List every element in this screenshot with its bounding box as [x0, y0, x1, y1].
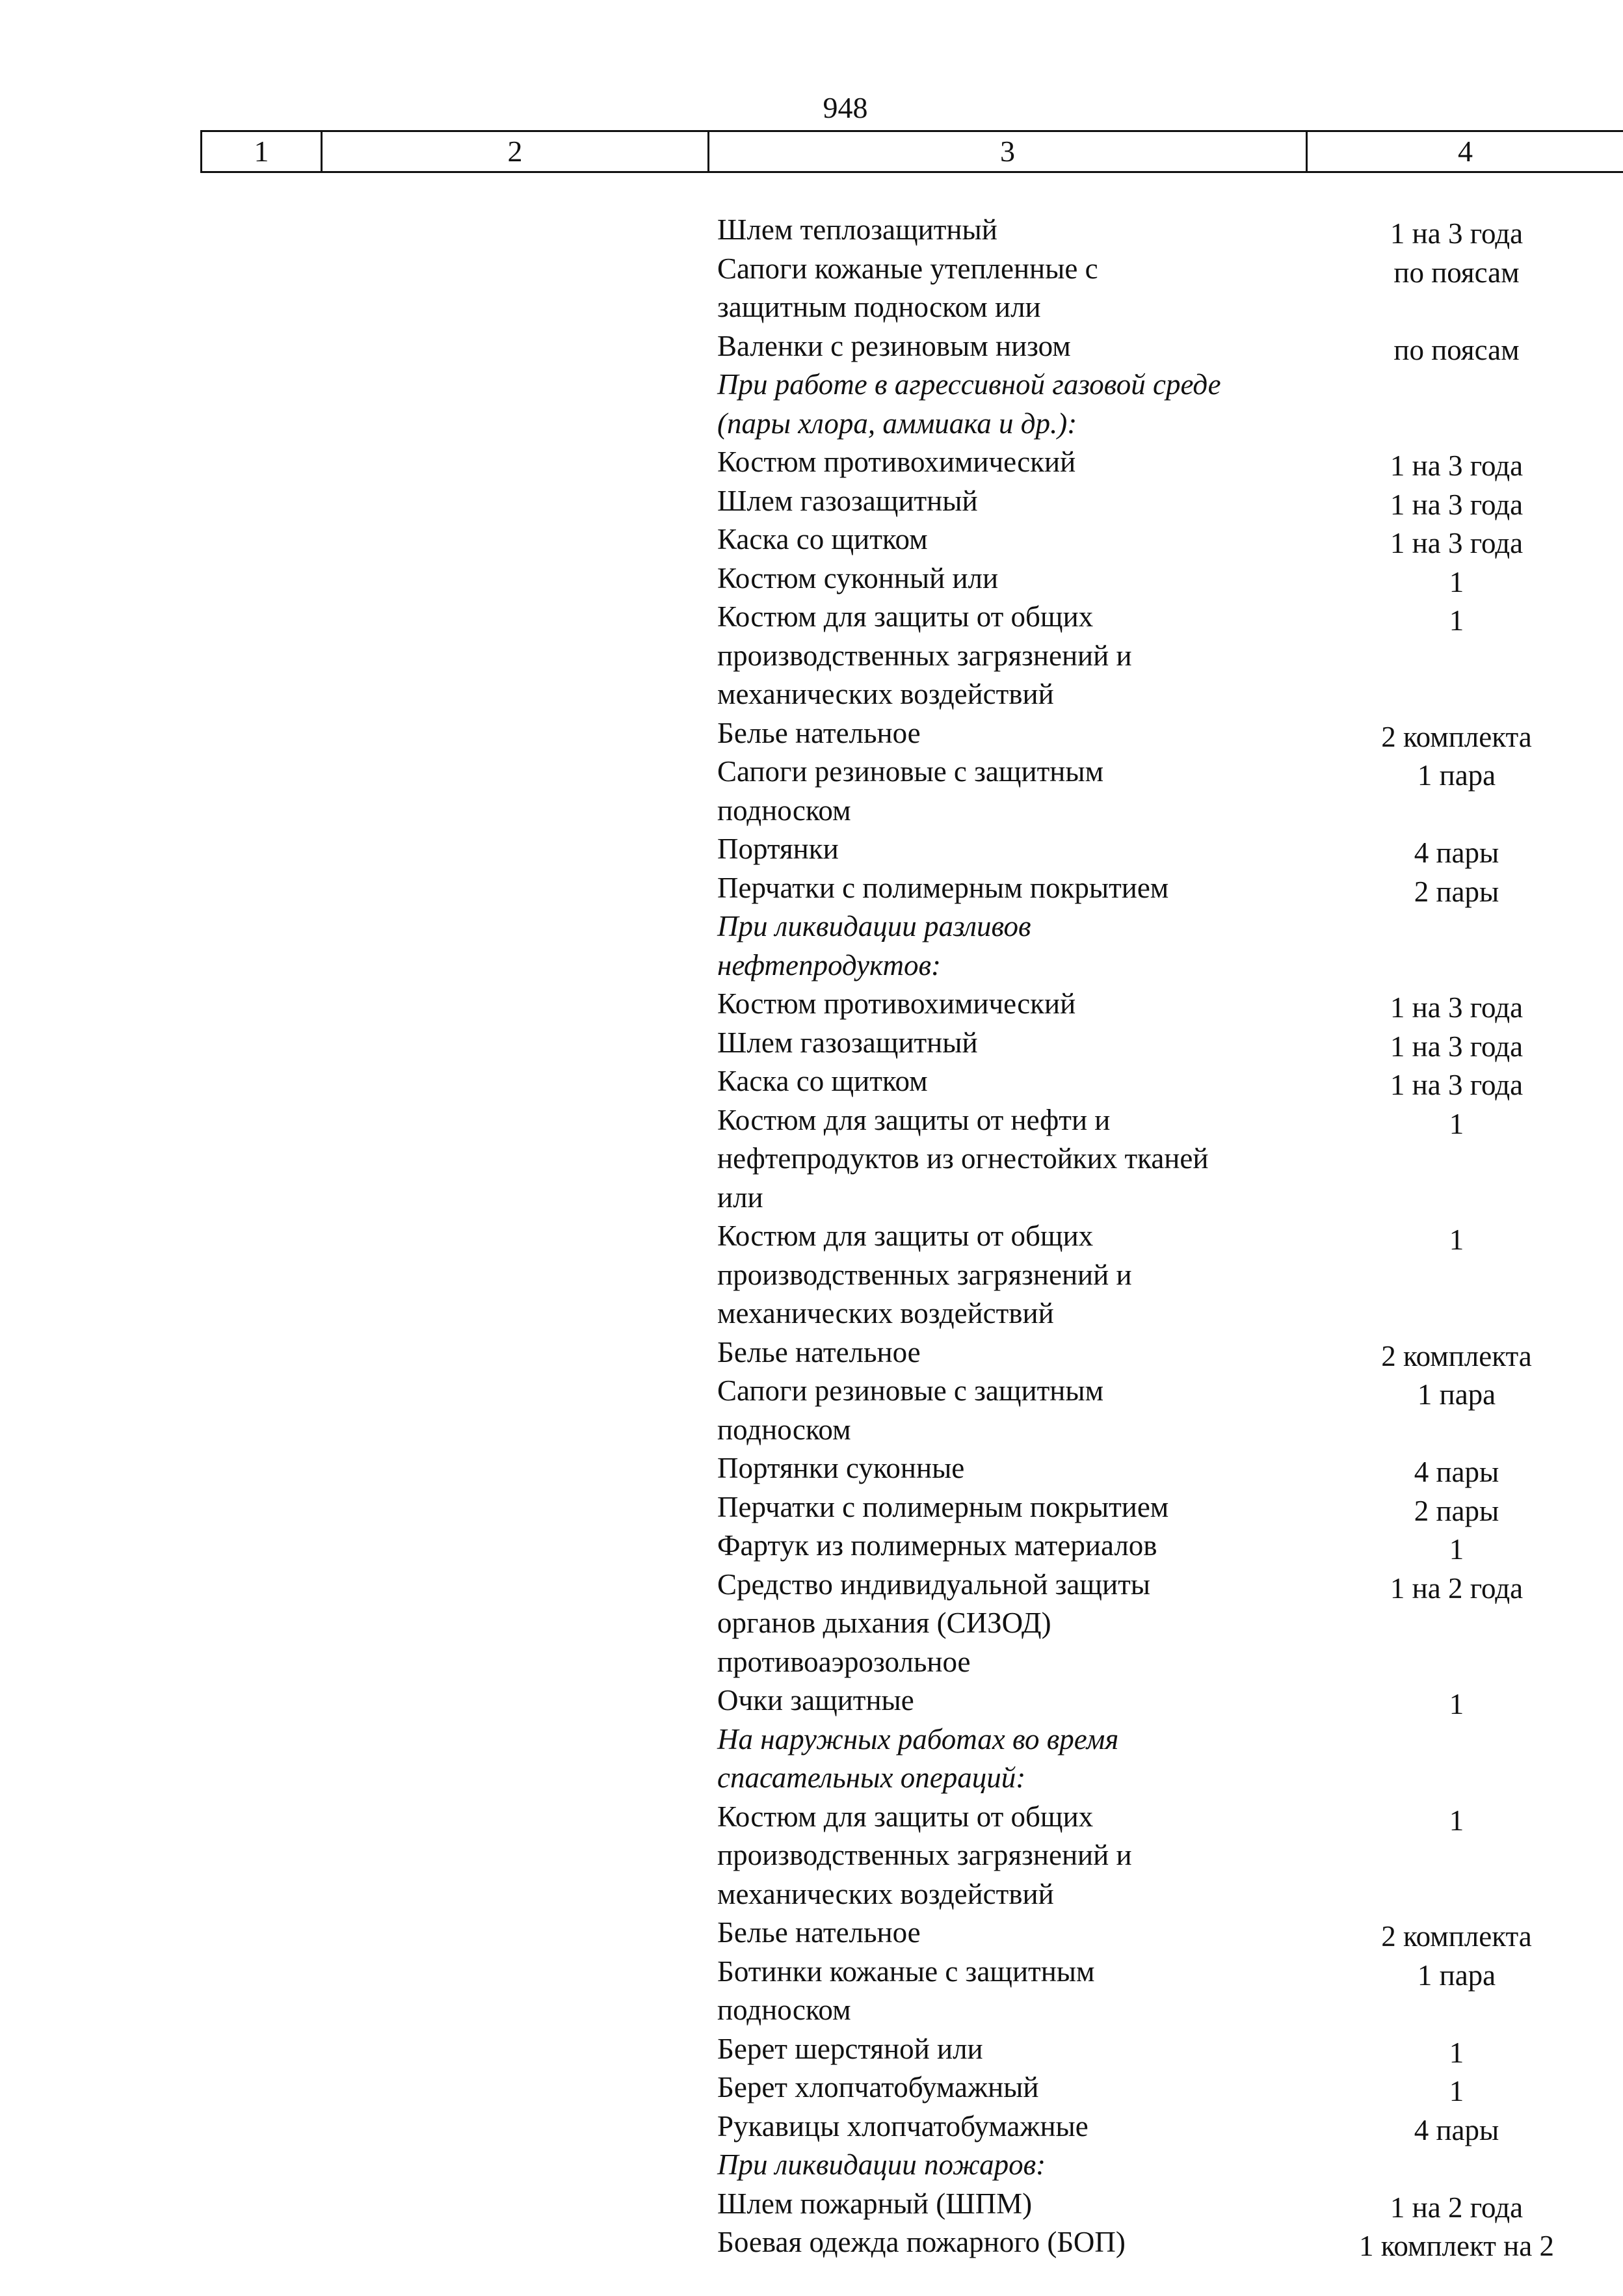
table-row — [0, 985, 1623, 1024]
section-heading: При ликвидации разливов нефтепродуктов: — [717, 910, 1031, 981]
issue-norm: 2 комплекта — [1381, 720, 1532, 753]
item-name: Валенки с резиновым низом — [717, 329, 1071, 362]
issue-norm: по поясам — [1393, 256, 1520, 289]
item-name: Боевая одежда пожарного (БОП) — [717, 2226, 1126, 2258]
item-name: Костюм противохимический — [717, 987, 1076, 1020]
item-name: Костюм суконный или — [717, 561, 999, 594]
item-name: Белье нательное — [717, 716, 921, 749]
table-row — [0, 1449, 1623, 1488]
table-row — [0, 482, 1623, 521]
section-heading-row — [0, 1720, 1623, 1798]
table-row — [0, 1101, 1623, 1218]
item-name: Средство индивидуальной защиты органов дыхания (СИЗОД) противоаэрозольное — [717, 1568, 1151, 1678]
item-name: Шлем пожарный (ШПМ) — [717, 2187, 1033, 2220]
issue-norm: 2 пары — [1414, 875, 1499, 908]
table-row — [0, 1024, 1623, 1063]
column-number-1: 1 — [200, 132, 321, 171]
item-name: Шлем газозащитный — [717, 1026, 978, 1059]
table-row — [0, 753, 1623, 830]
issue-norm: 2 пары — [1414, 1494, 1499, 1527]
issue-norm: 1 — [1449, 1688, 1464, 1720]
table-row — [0, 520, 1623, 559]
item-name: Портянки — [717, 833, 839, 865]
issue-norm: 2 комплекта — [1381, 1339, 1532, 1372]
table-row — [0, 1914, 1623, 1953]
item-name: Портянки суконные — [717, 1452, 965, 1484]
column-number-header — [200, 130, 1623, 173]
issue-norm: 1 комплект на 2 — [1359, 2230, 1554, 2262]
table-row — [0, 443, 1623, 482]
issue-norm: 1 на 2 года — [1390, 2191, 1524, 2224]
item-name: Костюм для защиты от общих производственных загрязнений и механических воздействий — [717, 600, 1132, 710]
item-name: Очки защитные — [717, 1684, 914, 1716]
item-name: Костюм для защиты от общих производственных загрязнений и механических воздействий — [717, 1220, 1132, 1329]
issue-norm: 1 пара — [1417, 759, 1496, 792]
table-row — [0, 2068, 1623, 2107]
table-row — [0, 250, 1623, 327]
issue-norm: 1 на 2 года — [1390, 1571, 1524, 1605]
issue-norm: 1 пара — [1417, 1378, 1496, 1411]
table-row — [0, 1217, 1623, 1333]
issue-norm: 1 на 3 года — [1390, 1069, 1524, 1101]
item-name: Каска со щитком — [717, 1065, 928, 1097]
item-name: Сапоги резиновые с защитным подноском — [717, 1374, 1104, 1446]
item-name: Сапоги кожаные утепленные с защитным подноском или — [717, 252, 1098, 323]
column-number-3: 3 — [707, 132, 1306, 171]
item-name: Белье нательное — [717, 1335, 921, 1368]
item-name: Ботинки кожаные с защитным подноском — [717, 1955, 1095, 2026]
item-name: Шлем газозащитный — [717, 484, 978, 517]
table-row — [0, 1798, 1623, 1914]
issue-norm: 4 пары — [1414, 836, 1499, 869]
item-name: Берет шерстяной или — [717, 2032, 983, 2065]
page-number: 948 — [823, 91, 868, 124]
table-row — [0, 2223, 1623, 2262]
item-name: Костюм противохимический — [717, 446, 1076, 478]
item-name: Костюм для защиты от общих производственных загрязнений и механических воздействий — [717, 1800, 1132, 1910]
table-row — [0, 2107, 1623, 2146]
table-row — [0, 1488, 1623, 1527]
issue-norm: 1 — [1449, 1804, 1464, 1837]
issue-norm: 4 пары — [1414, 1456, 1499, 1488]
item-name: Каска со щитком — [717, 523, 928, 555]
item-name: Перчатки с полимерным покрытием — [717, 871, 1169, 904]
table-row — [0, 598, 1623, 714]
section-heading-row — [0, 366, 1623, 443]
item-name: Белье нательное — [717, 1916, 921, 1949]
table-row — [0, 2030, 1623, 2069]
table-row — [0, 1953, 1623, 2030]
item-name: Фартук из полимерных материалов — [717, 1529, 1157, 1562]
table-row — [0, 1333, 1623, 1372]
issue-norm: 1 пара — [1417, 1958, 1496, 1992]
issue-norm: 1 — [1449, 565, 1464, 598]
table-row — [0, 211, 1623, 250]
issue-norm: 1 — [1449, 2036, 1464, 2069]
item-name: Берет хлопчатобумажный — [717, 2071, 1039, 2103]
section-heading-row — [0, 907, 1623, 985]
issue-norm: 1 — [1449, 604, 1464, 637]
issue-norm: 1 — [1449, 1533, 1464, 1566]
table-row — [0, 869, 1623, 908]
column-number-4: 4 — [1306, 132, 1623, 171]
issue-norm: 1 — [1449, 2075, 1464, 2107]
table-row — [0, 327, 1623, 366]
issue-norm: 1 на 3 года — [1390, 488, 1524, 521]
issue-norm: по поясам — [1393, 333, 1520, 366]
issue-norm: 1 на 3 года — [1390, 217, 1524, 250]
table-row — [0, 1681, 1623, 1720]
table-row — [0, 559, 1623, 598]
table-row — [0, 714, 1623, 753]
item-name: Сапоги резиновые с защитным подноском — [717, 755, 1104, 827]
table-row — [0, 1527, 1623, 1566]
item-name: Костюм для защиты от нефти и нефтепродуктов из огнестойких тканей или — [717, 1103, 1209, 1214]
item-name: Шлем теплозащитный — [717, 213, 997, 246]
issue-norm: 2 комплекта — [1381, 1920, 1532, 1953]
column-number-2: 2 — [321, 132, 707, 171]
section-heading: При ликвидации пожаров: — [717, 2148, 1046, 2181]
item-name: Перчатки с полимерным покрытием — [717, 1490, 1169, 1523]
table-row — [0, 1062, 1623, 1101]
table-row — [0, 1372, 1623, 1449]
issue-norm: 4 пары — [1414, 2113, 1499, 2146]
section-heading-row — [0, 2146, 1623, 2185]
section-heading: На наружных работах во время спасательных операций: — [717, 1722, 1119, 1794]
issue-norm: 1 на 3 года — [1390, 1030, 1524, 1063]
issue-norm: 1 на 3 года — [1390, 449, 1524, 482]
issue-norm: 1 — [1449, 1107, 1464, 1140]
section-heading: При работе в агрессивной газовой среде (пары хлора, аммиака и др.): — [717, 368, 1221, 440]
issue-norm: 1 — [1449, 1223, 1464, 1256]
item-name: Рукавицы хлопчатобумажные — [717, 2109, 1089, 2142]
table-row — [0, 1566, 1623, 1682]
issue-norm: 1 на 3 года — [1390, 527, 1524, 559]
issue-norm: 1 на 3 года — [1390, 991, 1524, 1024]
table-row — [0, 2185, 1623, 2224]
ppe-item-list — [0, 211, 1623, 2262]
table-row — [0, 830, 1623, 869]
